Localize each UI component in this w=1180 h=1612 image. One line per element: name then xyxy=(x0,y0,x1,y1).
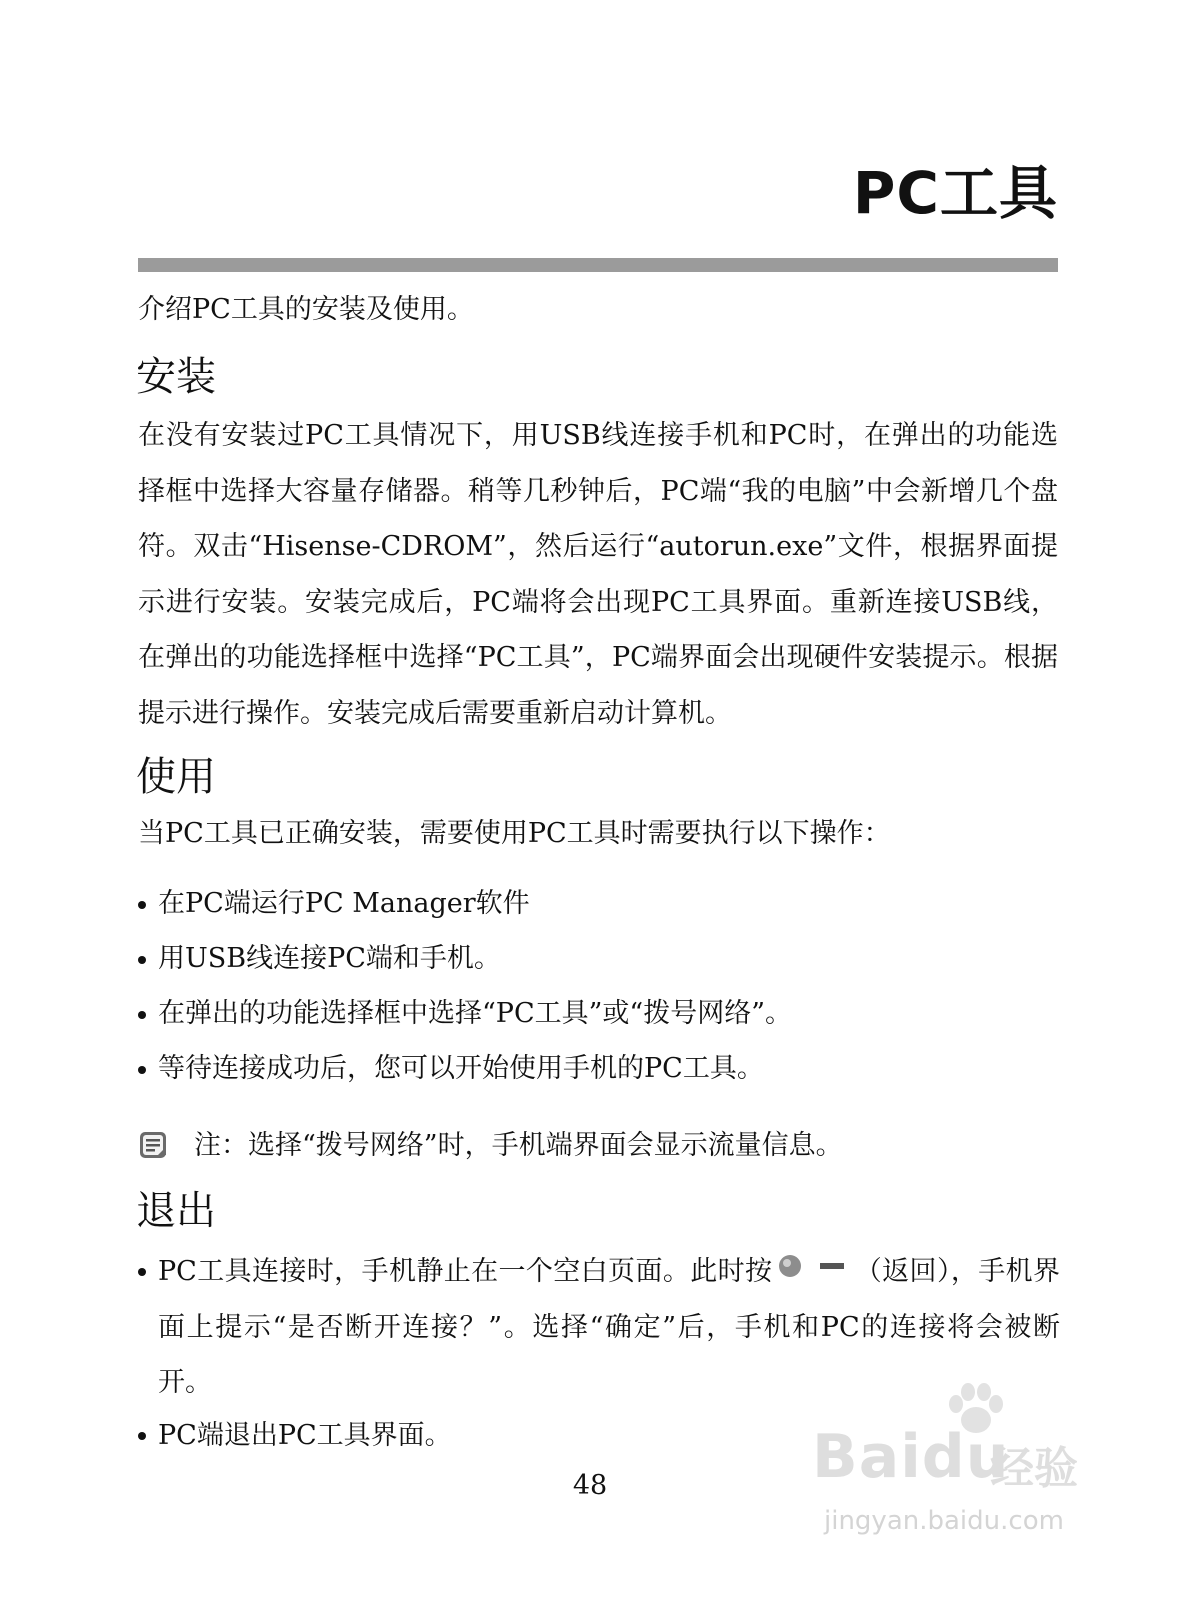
exit-heading: 退出 xyxy=(136,1188,216,1234)
intro-text: 介绍PC工具的安装及使用。 xyxy=(138,294,474,325)
usage-steps-list xyxy=(138,884,792,1104)
exit-step-text-start: PC工具连接时，手机静止在一个空白页面。此时按 xyxy=(158,1256,773,1287)
bullet-dot xyxy=(138,1011,146,1019)
bullet-dot xyxy=(138,1268,146,1276)
page-title: PC工具 xyxy=(852,159,1058,227)
list-item-text: 用USB线连接PC端和手机。 xyxy=(158,943,501,974)
title-rule xyxy=(138,258,1058,272)
exit-step-2-text: PC端退出PC工具界面。 xyxy=(158,1420,452,1451)
note-text: 注：选择“拨号网络”时，手机端界面会显示流量信息。 xyxy=(194,1130,843,1161)
install-paragraph: 在没有安装过PC工具情况下，用USB线连接手机和PC时，在弹出的功能选择框中选择大容量存储器。稍等几秒钟后，PC端“我的电脑”中会新增几个盘符。双击“Hisense-CDROM”，然后运行“autorun.exe”文件，根据界面提示进行安装。安装完成后，PC端将会出现PC工具界面。重新连接USB线，在弹出的功能选择框中选择“PC工具”，PC端界面会出现硬件安装提示。根据提示进行操作。安装完成后需要重新启动计算机。 xyxy=(138,420,1058,729)
list-item-text: 在弹出的功能选择框中选择“PC工具”或“拨号网络”。 xyxy=(158,998,793,1029)
list-item xyxy=(138,884,792,939)
bullet-dot xyxy=(138,1066,146,1074)
install-heading: 安装 xyxy=(136,354,216,400)
list-item-text: 在PC端运行PC Manager软件 xyxy=(158,888,530,919)
usage-lead: 当PC工具已正确安装，需要使用PC工具时需要执行以下操作： xyxy=(138,818,891,849)
list-item xyxy=(138,994,792,1049)
list-item xyxy=(138,1244,1060,1410)
note-icon xyxy=(138,1130,170,1162)
watermark-url: jingyan.baidu.com xyxy=(824,1506,1064,1536)
page-number: 48 xyxy=(572,1470,608,1501)
list-item xyxy=(138,939,792,994)
baidu-watermark xyxy=(812,1388,1112,1608)
exit-step-text-end: （返回），手机界面上提示“是否断开连接？”。选择“确定”后，手机和PC的连接将会被断开。 xyxy=(158,1256,1061,1398)
back-key-icon xyxy=(776,1245,850,1300)
list-item xyxy=(138,1049,792,1104)
bullet-dot xyxy=(138,1432,146,1440)
watermark-logo-text: Baidu xyxy=(812,1422,1010,1492)
usage-heading: 使用 xyxy=(136,754,216,800)
bullet-dot xyxy=(138,901,146,909)
bullet-dot xyxy=(138,956,146,964)
list-item-text: 等待连接成功后，您可以开始使用手机的PC工具。 xyxy=(158,1053,764,1084)
watermark-logo-cn: 经验 xyxy=(990,1443,1078,1494)
